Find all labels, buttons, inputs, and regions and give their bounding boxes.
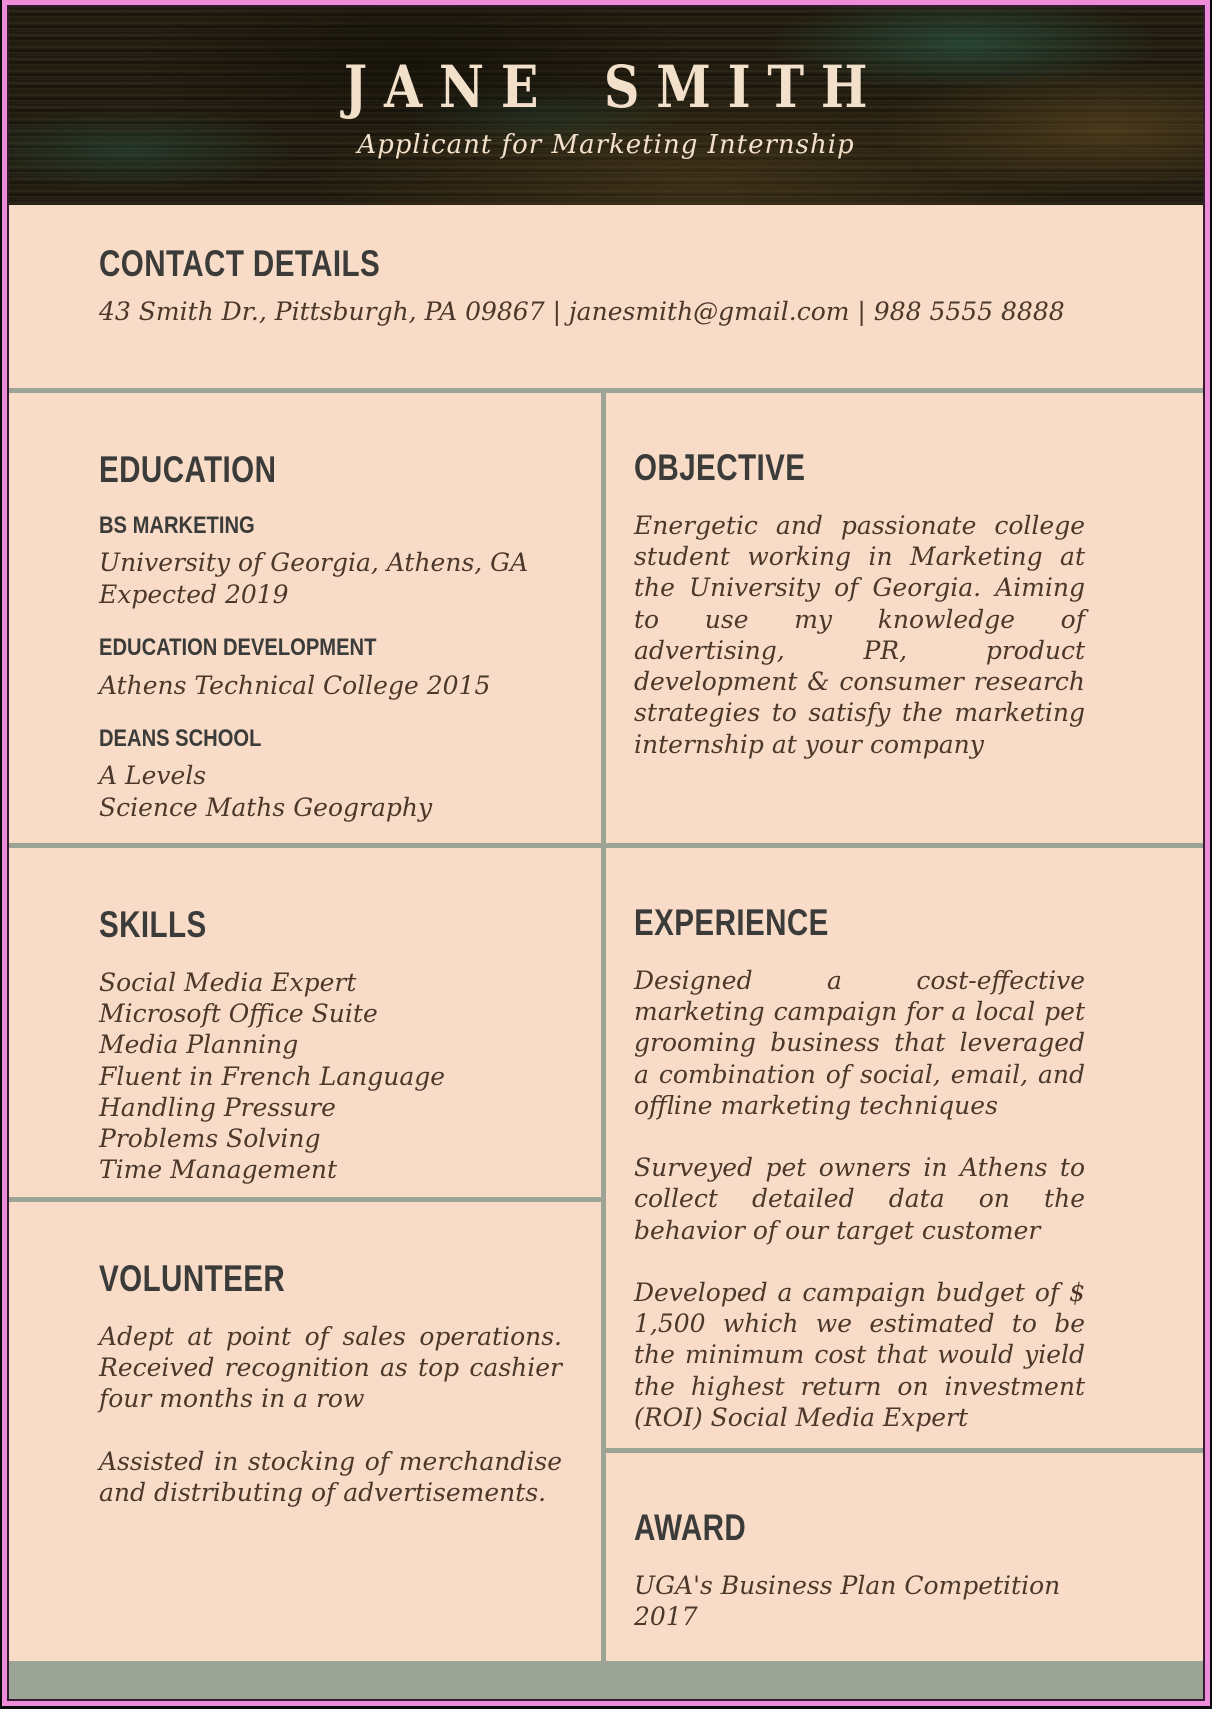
volunteer-section: [9, 1202, 601, 1661]
skills-section: [9, 848, 601, 1197]
skill-item: Handling Pressure: [99, 1092, 336, 1122]
experience-paragraph: Surveyed pet owners in Athens to collect detailed data on the behavior of our target customer: [634, 1153, 1085, 1245]
contact-section: [9, 205, 1203, 388]
education-entry-title: EDUCATION DEVELOPMENT: [99, 633, 377, 661]
header-banner: [9, 7, 1203, 205]
education-entry-line: Athens Technical College 2015: [99, 670, 491, 700]
volunteer-paragraph: Assisted in stocking of merchandise and distributing of advertisements.: [99, 1446, 562, 1507]
volunteer-heading: VOLUNTEER: [99, 1258, 286, 1299]
skill-item: Media Planning: [99, 1030, 299, 1060]
experience-heading: EXPERIENCE: [634, 902, 829, 943]
award-heading: AWARD: [634, 1507, 747, 1548]
skills-heading: SKILLS: [99, 904, 207, 945]
two-column-grid: [9, 393, 1203, 1661]
education-entry: [99, 725, 562, 823]
education-entry-title: BS MARKETING: [99, 511, 255, 539]
education-entry: [99, 634, 562, 701]
award-line: UGA's Business Plan Competition: [634, 1570, 1061, 1600]
education-heading: EDUCATION: [99, 449, 277, 490]
contact-heading: CONTACT DETAILS: [99, 243, 381, 284]
left-column: [9, 393, 601, 1661]
candidate-subtitle: Applicant for Marketing Internship: [357, 130, 855, 160]
skill-item: Problems Solving: [99, 1124, 321, 1154]
objective-text: Energetic and passionate college student working in Marketing at the University of Georgia. Aiming to use my knowledge of advertising, PR, product development & consumer research strategies to satisfy the marketing internship at your company: [634, 510, 1085, 759]
resume-content: [7, 5, 1205, 1701]
experience-section: [606, 848, 1203, 1448]
contact-line: 43 Smith Dr., Pittsburgh, PA 09867 | janesmith@gmail.com | 988 5555 8888: [99, 296, 1065, 326]
award-section: [606, 1453, 1203, 1661]
footer-bar: [9, 1661, 1203, 1699]
skill-item: Fluent in French Language: [99, 1061, 446, 1091]
skill-item: Microsoft Office Suite: [99, 999, 378, 1029]
objective-heading: OBJECTIVE: [634, 447, 806, 488]
volunteer-paragraph: Adept at point of sales operations. Received recognition as top cashier four months in a row: [99, 1321, 562, 1414]
right-column: [606, 393, 1203, 1661]
experience-paragraph: Designed a cost-effective marketing campaign for a local pet grooming business that leveraged a combination of social, email, and offline marketing techniques: [634, 965, 1085, 1120]
candidate-name: JANE SMITH: [344, 53, 885, 121]
education-entry-line: Expected 2019: [99, 579, 289, 609]
award-line: 2017: [634, 1602, 698, 1632]
education-entry-line: University of Georgia, Athens, GA: [99, 548, 529, 578]
education-section: [9, 393, 601, 843]
resume-page: [2, 0, 1210, 1706]
education-entry-line: A Levels: [99, 761, 207, 791]
education-entry-line: Science Maths Geography: [99, 792, 433, 822]
education-entry: [99, 512, 562, 610]
education-entry-title: DEANS SCHOOL: [99, 724, 262, 752]
experience-paragraph: Developed a campaign budget of $ 1,500 which we estimated to be the minimum cost that would yield the highest return on investment (ROI) Social Media Expert: [634, 1277, 1085, 1432]
objective-section: [606, 393, 1203, 843]
skill-item: Time Management: [99, 1155, 338, 1185]
skill-item: Social Media Expert: [99, 967, 357, 997]
